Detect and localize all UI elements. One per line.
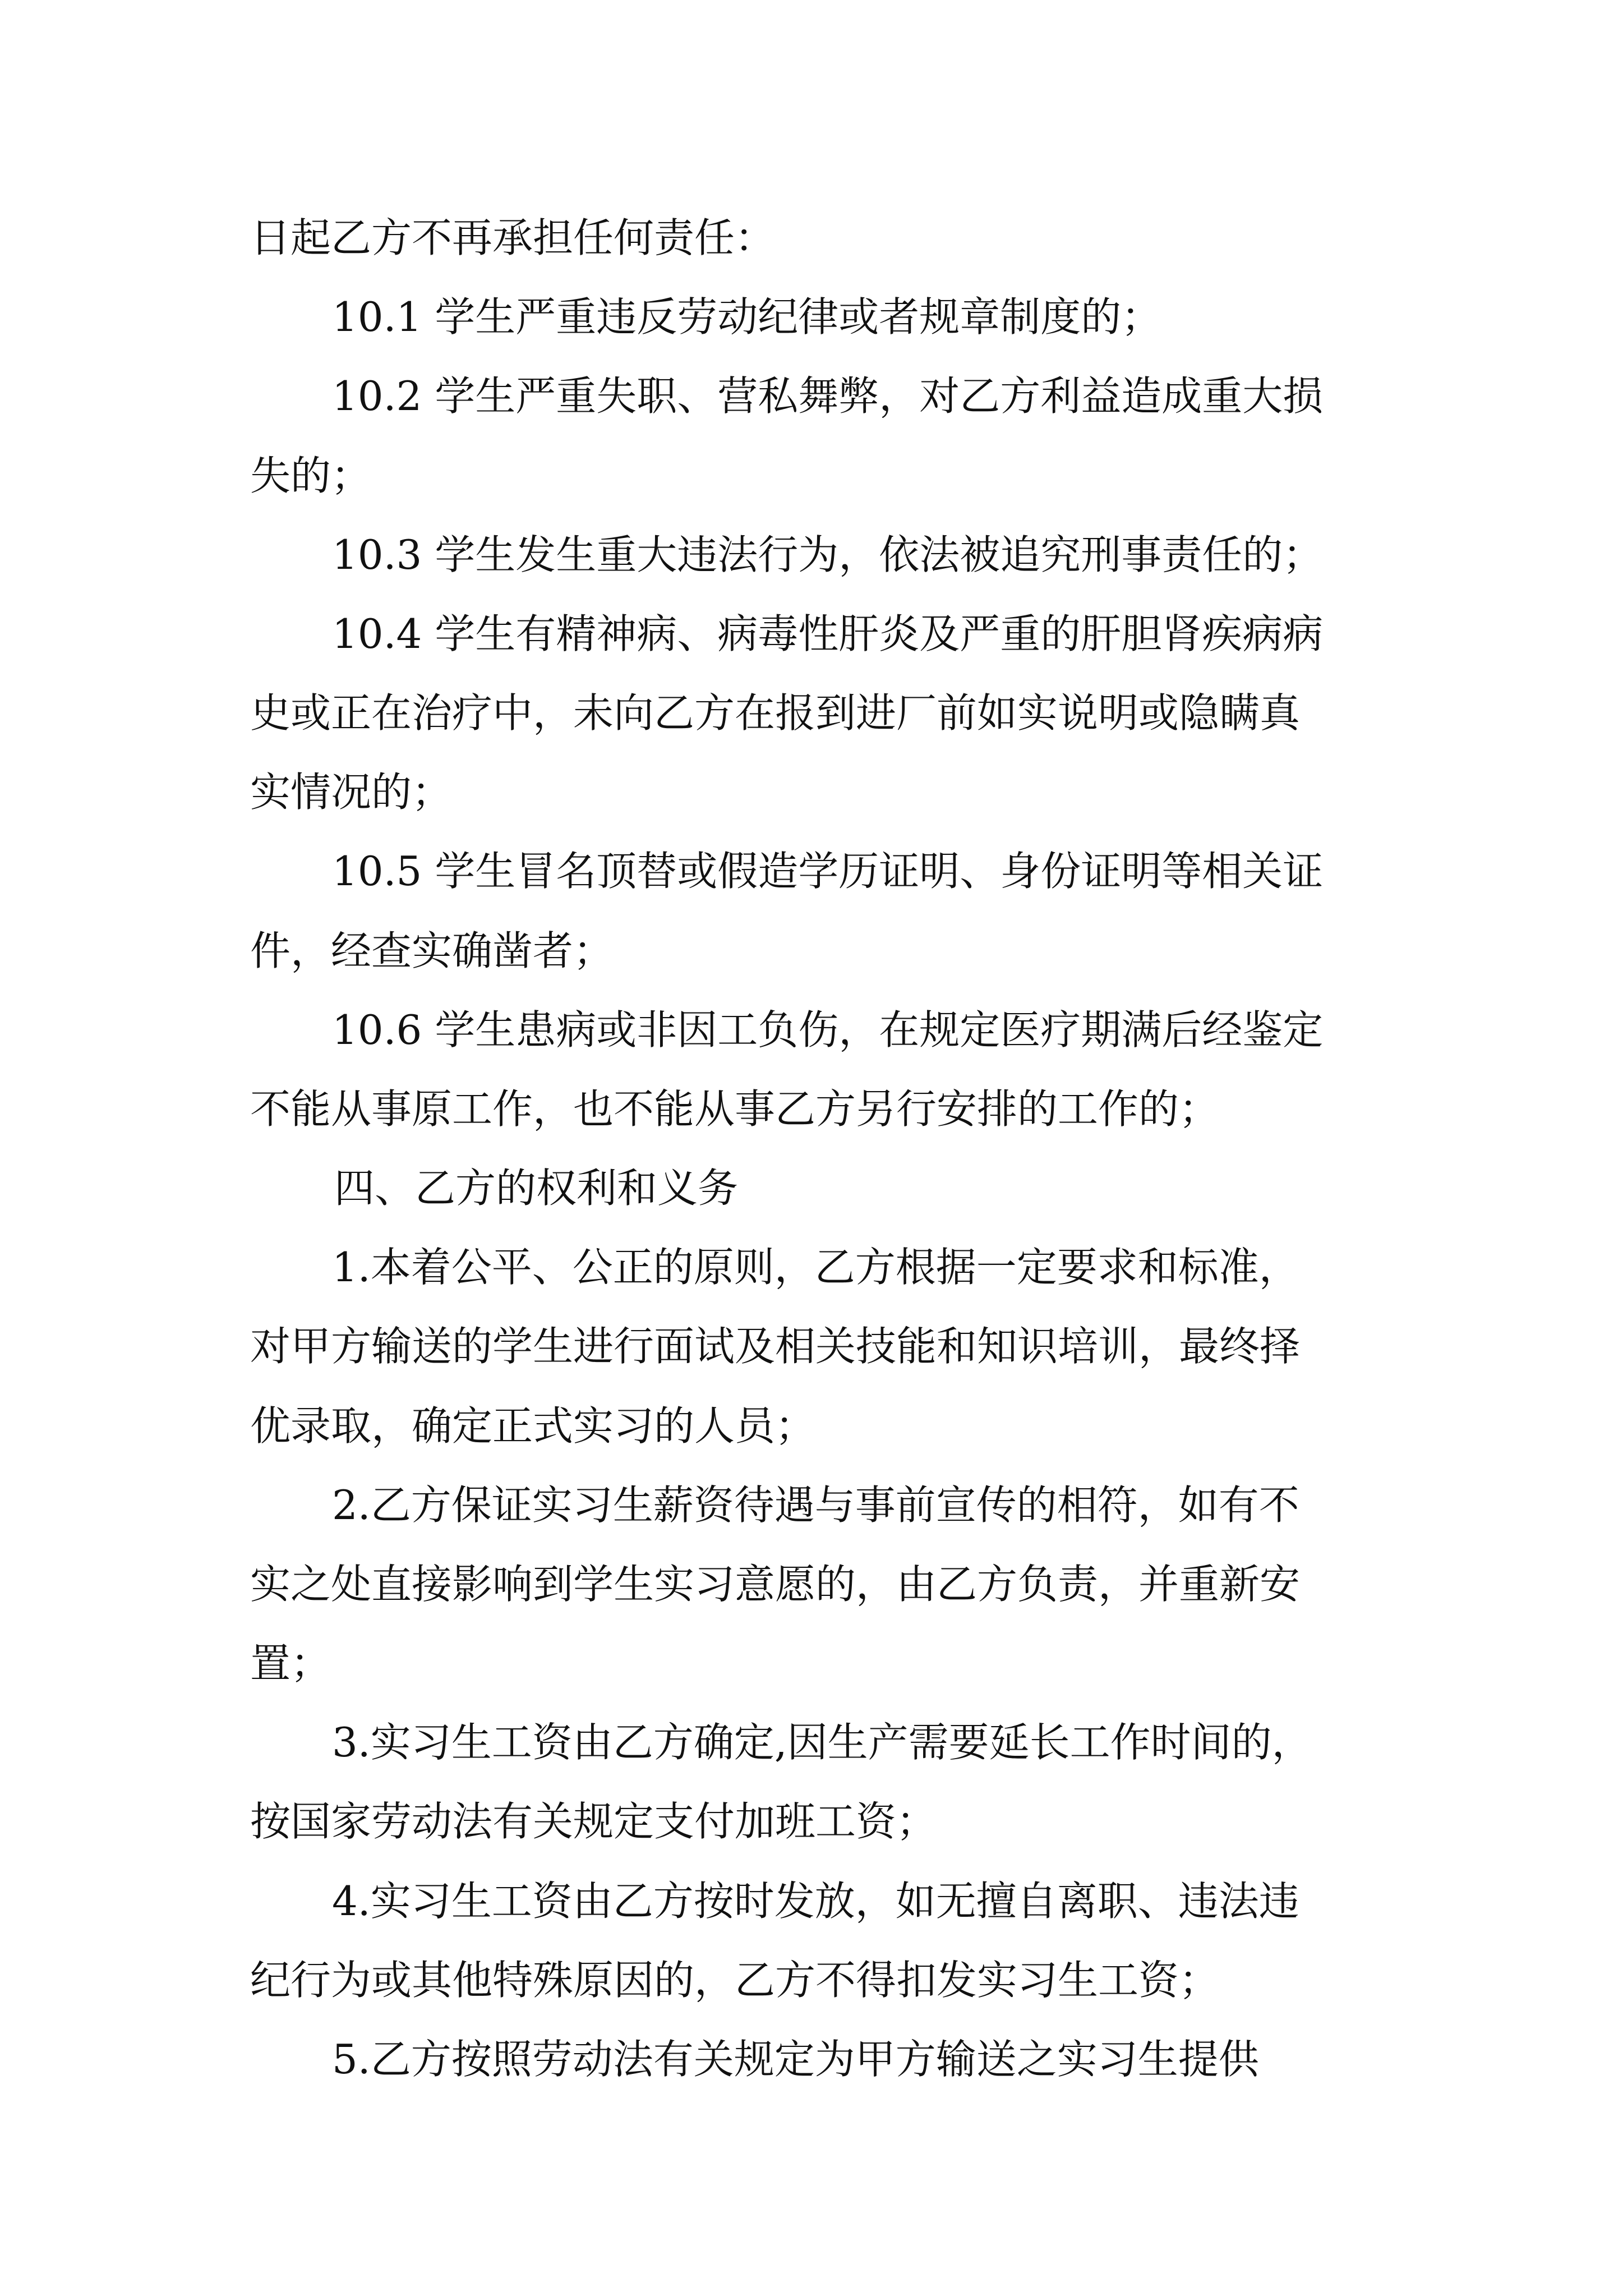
text-line: 3.实习生工资由乙方确定,因生产需要延长工作时间的， (332, 1719, 1312, 1766)
text-line: 实之处直接影响到学生实习意愿的，由乙方负责，并重新安 (250, 1561, 1301, 1608)
text-line: 优录取，确定正式实习的人员； (250, 1402, 816, 1450)
text-line: 实情况的； (250, 769, 453, 816)
text-line: 置； (250, 1640, 331, 1687)
text-line: 5.乙方按照劳动法有关规定为甲方输送之实习生提供 (332, 2036, 1259, 2083)
text-line: 4.实习生工资由乙方按时发放，如无擅自离职、违法违 (332, 1878, 1299, 1925)
text-line: 不能从事原工作，也不能从事乙方另行安排的工作的； (250, 1085, 1220, 1133)
text-line: 按国家劳动法有关规定支付加班工资； (250, 1798, 937, 1845)
text-line: 10.2 学生严重失职、营私舞弊，对乙方利益造成重大损 (332, 372, 1324, 420)
text-line: 10.3 学生发生重大违法行为，依法被追究刑事责任的； (332, 531, 1324, 578)
text-line: 失的； (250, 452, 372, 499)
text-line: 日起乙方不再承担任何责任： (250, 214, 776, 261)
text-line: 件，经查实确凿者； (250, 927, 614, 974)
text-line: 纪行为或其他特殊原因的，乙方不得扣发实习生工资； (250, 1957, 1220, 2004)
text-line: 10.1 学生严重违反劳动纪律或者规章制度的； (332, 293, 1162, 341)
text-line: 10.6 学生患病或非因工负伤，在规定医疗期满后经鉴定 (332, 1006, 1324, 1053)
text-line: 1.本着公平、公正的原则，乙方根据一定要求和标准， (332, 1244, 1299, 1291)
text-line: 2.乙方保证实习生薪资待遇与事前宣传的相符，如有不 (332, 1481, 1299, 1529)
text-line: 10.5 学生冒名顶替或假造学历证明、身份证明等相关证 (332, 848, 1324, 895)
text-line: 史或正在治疗中，未向乙方在报到进厂前如实说明或隐瞒真 (250, 689, 1301, 737)
text-line: 10.4 学生有精神病、病毒性肝炎及严重的肝胆肾疾病病 (332, 610, 1324, 657)
text-line: 对甲方输送的学生进行面试及相关技能和知识培训，最终择 (250, 1323, 1301, 1370)
section-heading: 四、乙方的权利和义务 (334, 1165, 739, 1212)
